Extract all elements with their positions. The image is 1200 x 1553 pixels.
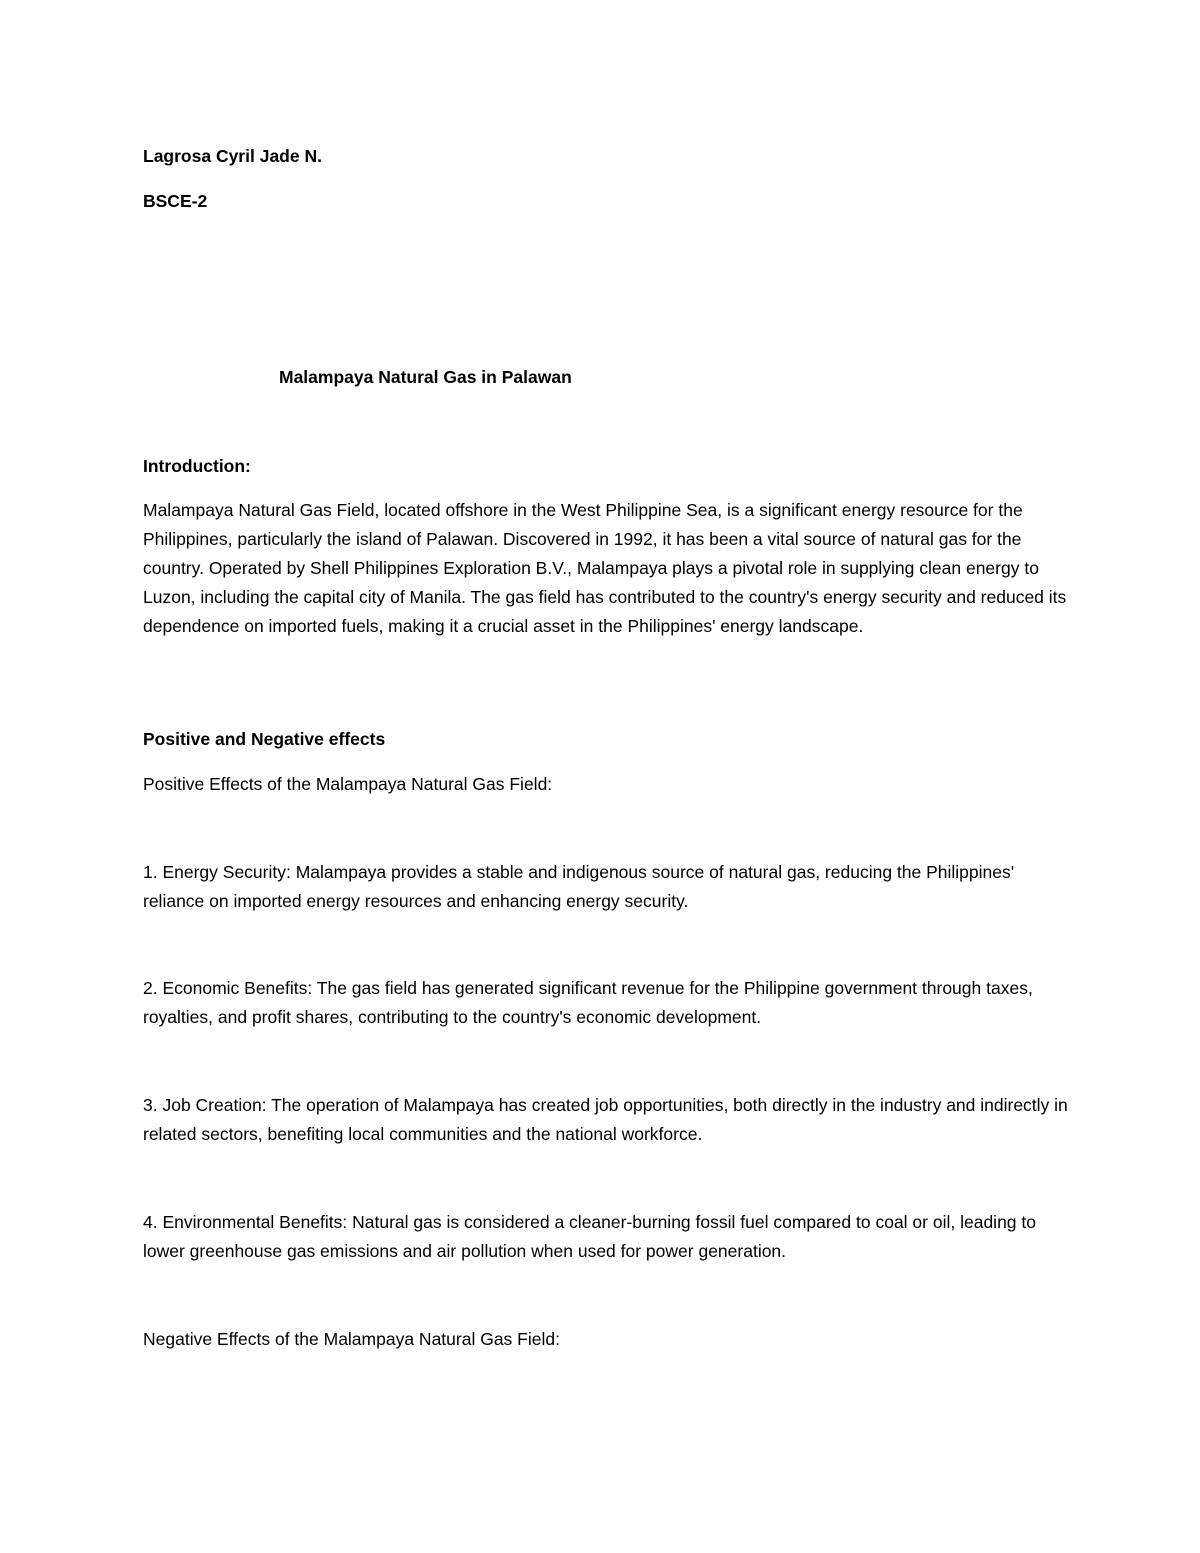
positive-item-environmental-benefits: 4. Environmental Benefits: Natural gas is considered a cleaner-burning fossil fuel compared to coal or oil, leading to lower greenhouse gas emissions and air pollution when used for power generation. xyxy=(143,1212,1036,1261)
document-title: Malampaya Natural Gas in Palawan xyxy=(279,367,572,387)
positive-item-job-creation: 3. Job Creation: The operation of Malampaya has created job opportunities, both directly in the industry and indirectly in related sectors, benefiting local communities and the national workforce. xyxy=(143,1095,1068,1144)
positive-item-economic-benefits: 2. Economic Benefits: The gas field has generated significant revenue for the Philippine government through taxes, royalties, and profit shares, contributing to the country's economic development. xyxy=(143,978,1033,1027)
positive-effects-heading: Positive Effects of the Malampaya Natural Gas Field: xyxy=(143,774,553,794)
introduction-paragraph: Malampaya Natural Gas Field, located offshore in the West Philippine Sea, is a significant energy resource for the Philippines, particularly the island of Palawan. Discovered in 1992, it has been a vital source of natural gas for the country. Operated by Shell Philippines Exploration B.V., Malampaya plays a pivotal role in supplying clean energy to Luzon, including the capital city of Manila. The gas field has contributed to the country's energy security and reduced its dependence on imported fuels, making it a crucial asset in the Philippines' energy landscape. xyxy=(143,500,1067,636)
effects-heading: Positive and Negative effects xyxy=(143,729,386,749)
positive-item-energy-security: 1. Energy Security: Malampaya provides a stable and indigenous source of natural gas, reducing the Philippines' reliance on imported energy resources and enhancing energy security. xyxy=(143,862,1015,911)
negative-effects-heading: Negative Effects of the Malampaya Natural Gas Field: xyxy=(143,1329,560,1349)
course-code: BSCE-2 xyxy=(143,191,208,211)
author-name: Lagrosa Cyril Jade N. xyxy=(143,146,322,166)
introduction-heading: Introduction: xyxy=(143,456,251,476)
